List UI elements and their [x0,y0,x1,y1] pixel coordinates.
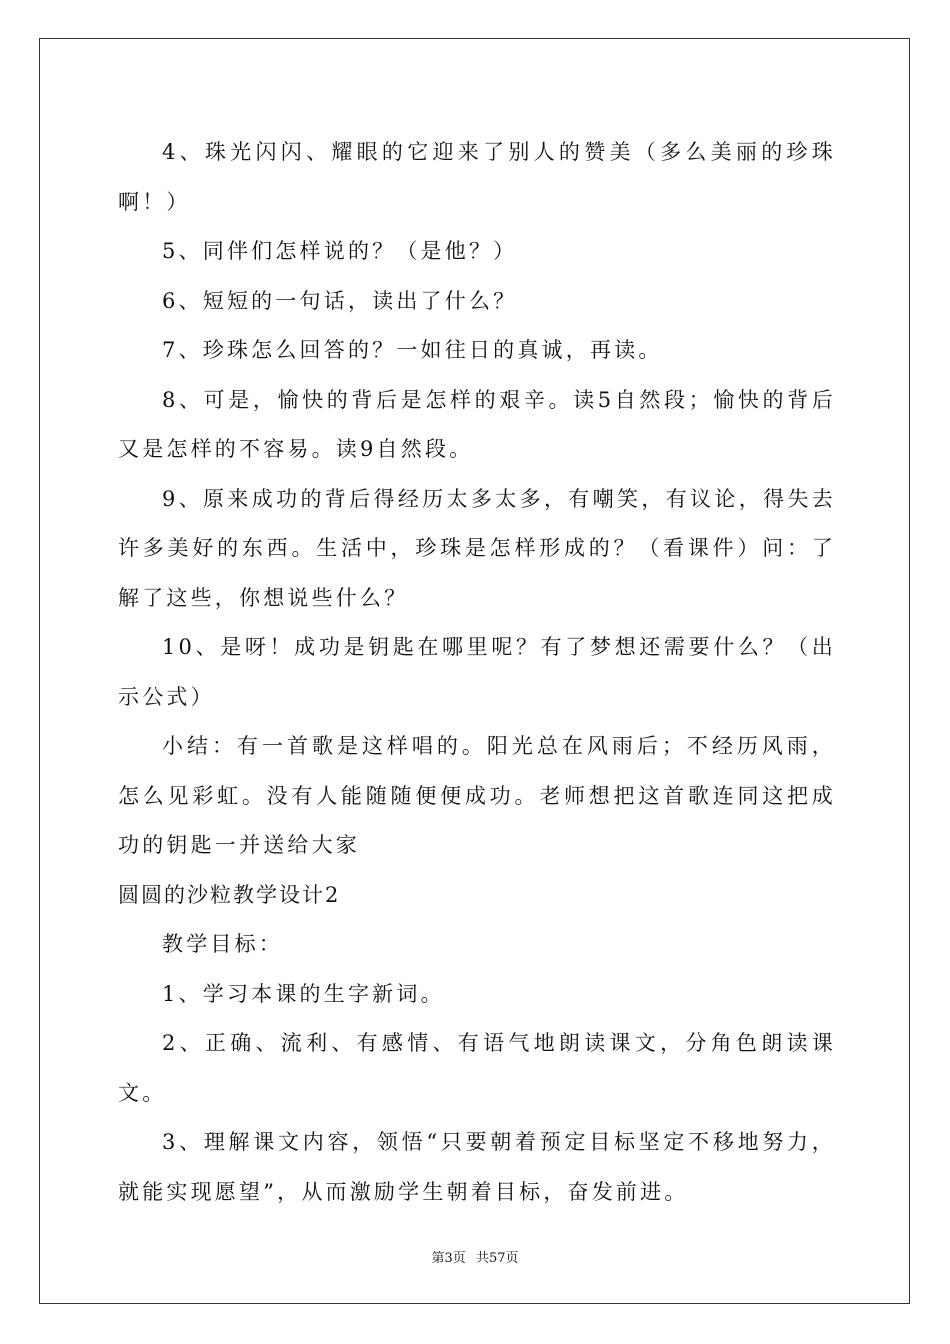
paragraph-3: 6、短短的一句话，读出了什么？ [162,288,518,313]
goal-item-3: 3、理解课文内容，领悟“只要朝着预定目标坚定不移地努力，就能实现愿望”，从而激励学生朝着目标，奋发前进。 [118,1130,836,1204]
paragraph-6: 9、原来成功的背后得经历太多太多，有嘲笑，有议论，得失去许多美好的东西。生活中，珍珠是怎样形成的？（看课件）问：了解了这些，你想说些什么？ [118,486,836,610]
paragraph-7: 10、是呀！成功是钥匙在哪里呢？有了梦想还需要什么？（出示公式） [118,635,836,709]
page-footer [0,1247,950,1266]
page-total: 共57页 [475,1251,519,1266]
section-heading: 圆圆的沙粒教学设计2 [118,882,341,907]
paragraph-1: 4、珠光闪闪、耀眼的它迎来了别人的赞美（多么美丽的珍珠啊！） [118,140,836,214]
goal-item-2: 2、正确、流利、有感情、有语气地朗读课文，分角色朗读课文。 [118,1031,836,1105]
paragraph-2: 5、同伴们怎样说的？（是他？） [162,239,518,263]
goals-label: 教学目标： [162,932,283,956]
page-number: 第3页 [431,1251,466,1266]
summary-paragraph: 小结：有一首歌是这样唱的。阳光总在风雨后；不经历风雨，怎么见彩虹。没有人能随随便便成功。老师想把这首歌连同这把成功的钥匙一并送给大家 [118,734,836,857]
paragraph-5: 8、可是，愉快的背后是怎样的艰辛。读5自然段；愉快的背后又是怎样的不容易。读9自然段。 [118,387,836,461]
document-body [118,128,836,1217]
goal-item-1: 1、学习本课的生字新词。 [162,981,445,1006]
paragraph-4: 7、珍珠怎么回答的？一如往日的真诚，再读。 [162,338,663,362]
